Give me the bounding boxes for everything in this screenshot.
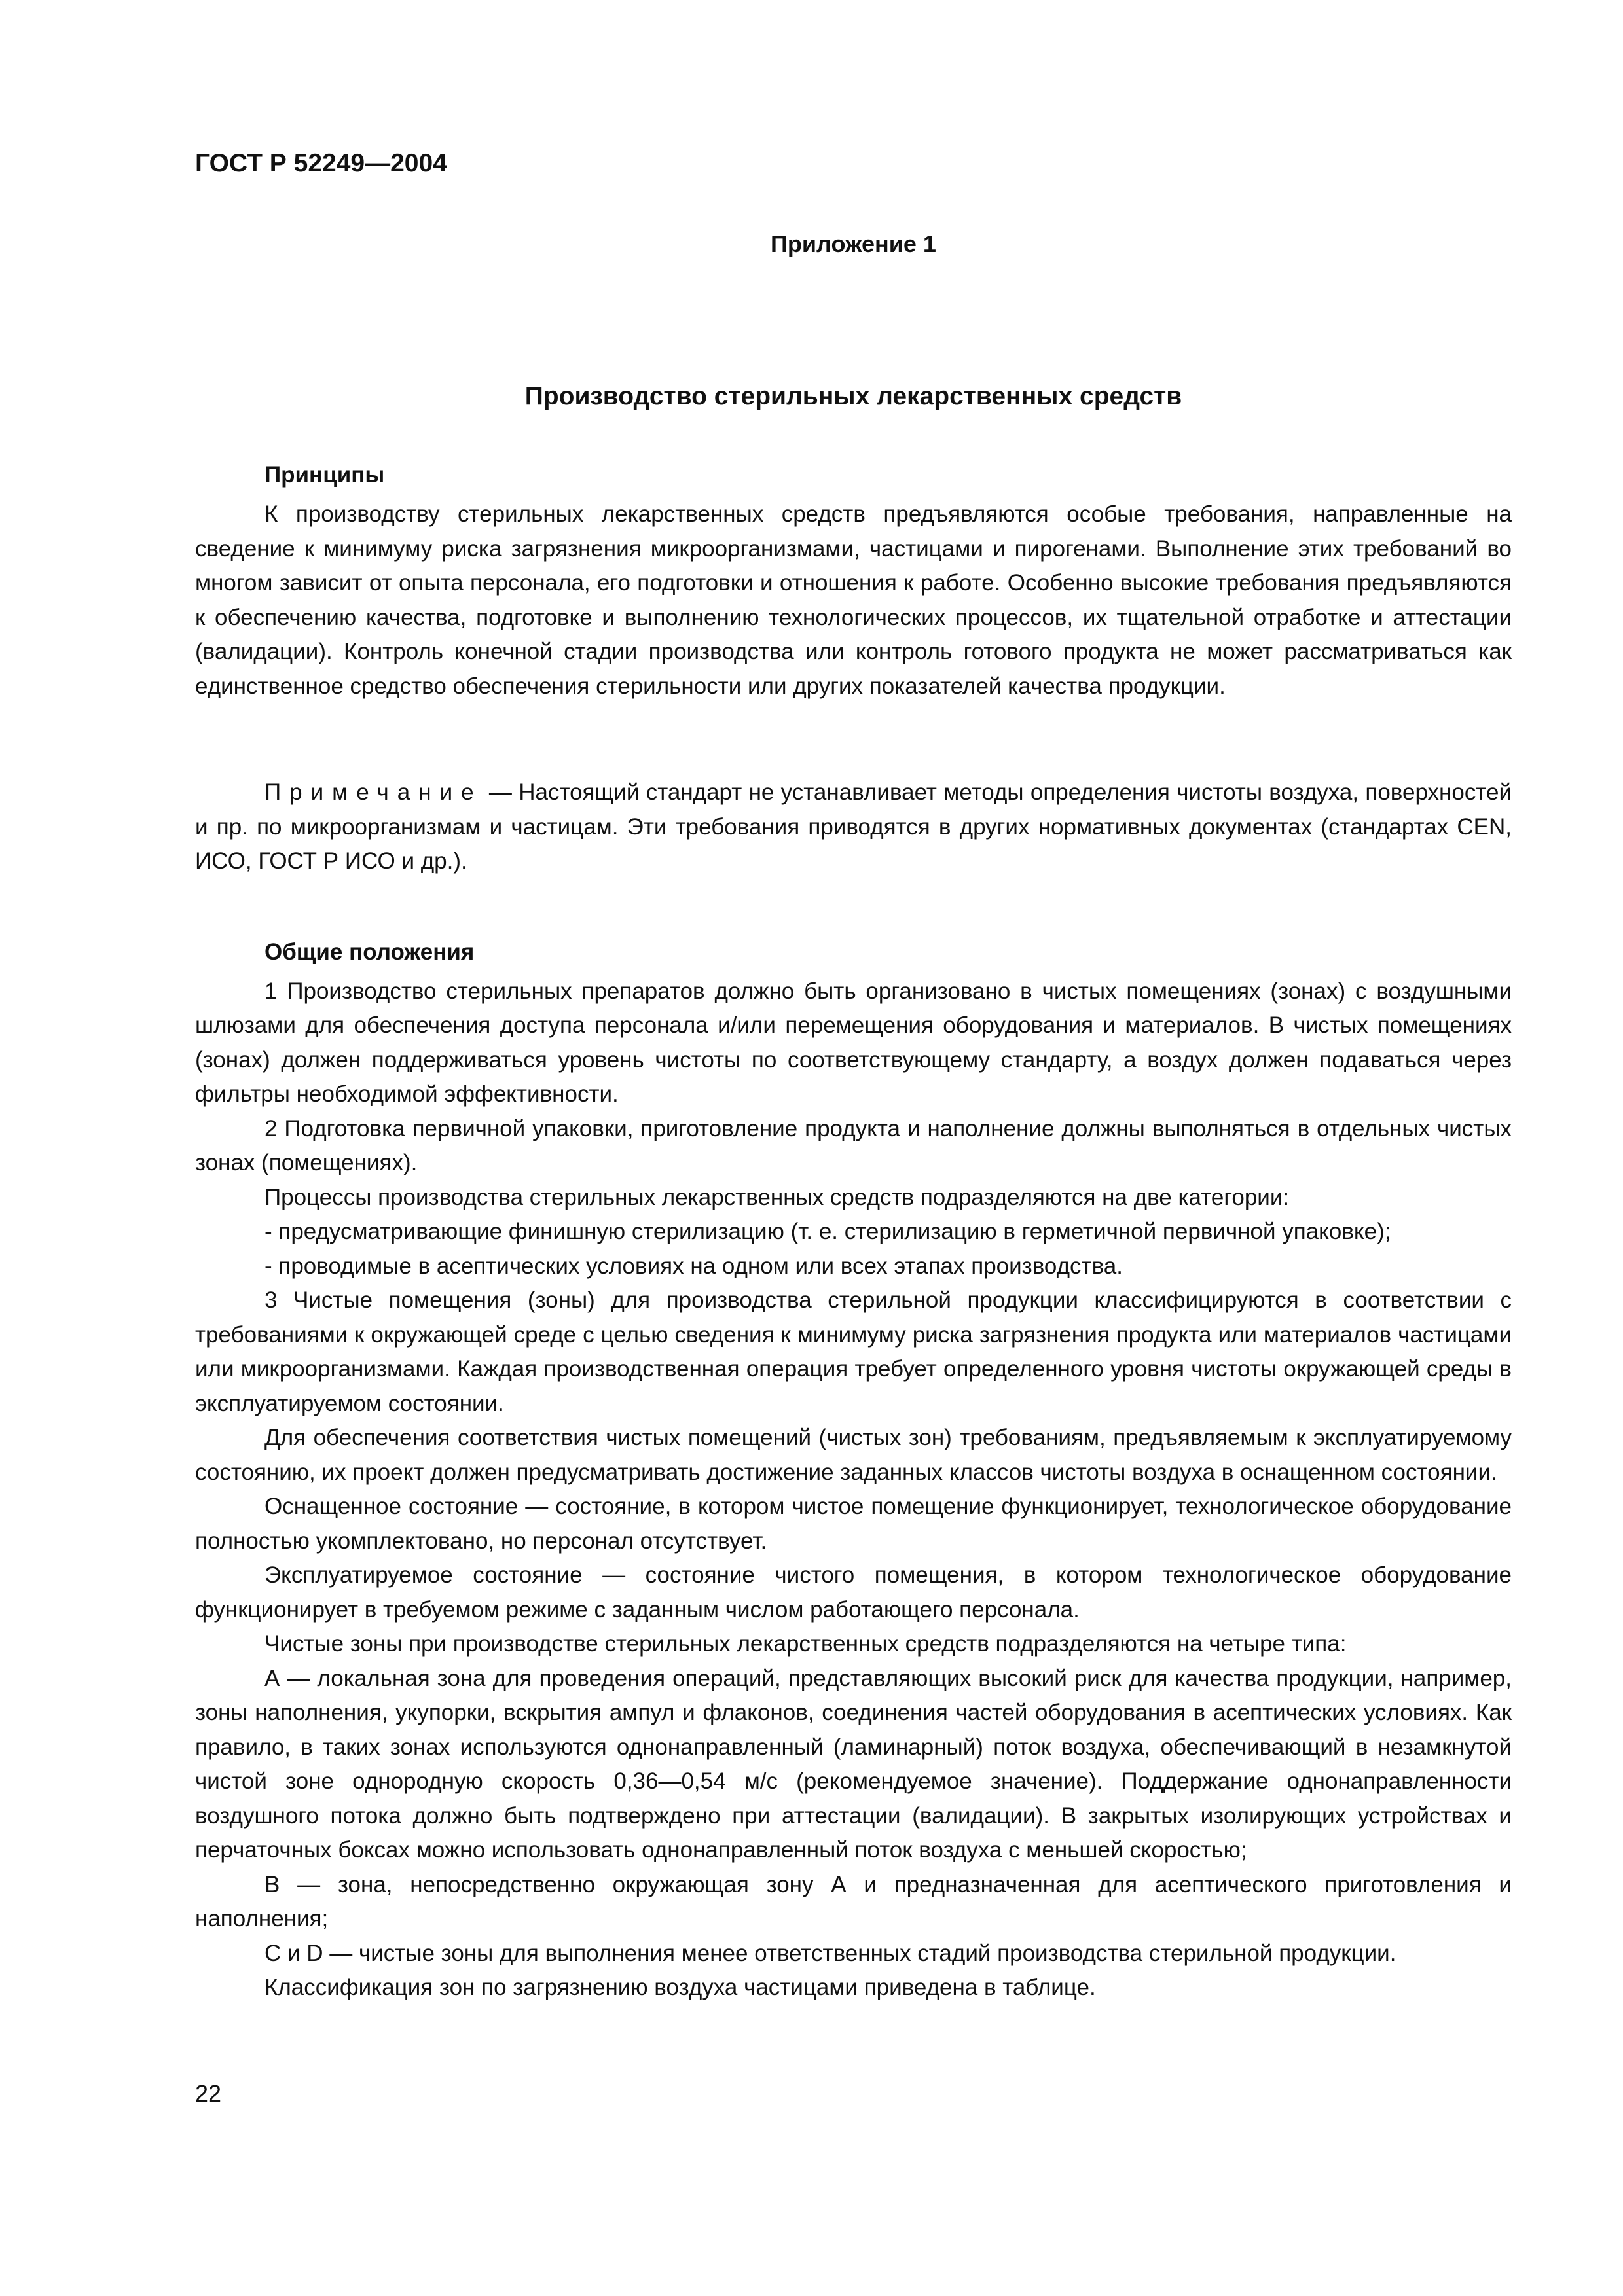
list-item-final-sterilization: - предусматривающие финишную стерилизацию (т. е. стерилизацию в герметичной первичной упаковке); [264, 1219, 1391, 1244]
general-paragraph-categories: Процессы производства стерильных лекарственных средств подразделяются на две категории: [264, 1184, 1290, 1210]
zone-a-description: А — локальная зона для проведения операций, представляющих высокий риск для качества продукции, например, зоны наполнения, укупорки, вскрытия ампул и флаконов, соединения частей оборудования в асептических условиях. Как правило, в таких зонах используются однонаправленный (ламинарный) поток воздуха, обеспечивающий в незамкнутой чистой зоне однородную скорость 0,36—0,54 м/с (рекомендуемое значение). Поддержание однонаправленности воздушного потока должно быть подтверждено при аттестации (валидации). В закрытых изолирующих устройствах и перчаточных боксах можно использовать однонаправленный поток воздуха с меньшей скоростью; [195, 1665, 1512, 1863]
general-paragraph-compliance: Для обеспечения соответствия чистых помещений (чистых зон) требованиям, предъявляемым к эксплуатируемому состоянию, их проект должен предусматривать достижение заданных классов чистоты воздуха в оснащенном состоянии. [195, 1425, 1512, 1485]
general-paragraph-zone-types: Чистые зоны при производстве стерильных лекарственных средств подразделяются на четыре типа: [264, 1631, 1347, 1657]
page-title: Производство стерильных лекарственных средств [524, 382, 1182, 410]
general-paragraph-1: 1 Производство стерильных препаратов должно быть организовано в чистых помещениях (зонах) с воздушными шлюзами для обеспечения доступа персонала и/или перемещения оборудования и материалов. В чистых помещениях (зонах) должен поддерживаться уровень чистоты по соответствующему стандарту, а воздух должен подаваться через фильтры необходимой эффективности. [195, 978, 1512, 1107]
definition-in-operation: Эксплуатируемое состояние — состояние чистого помещения, в котором технологическое оборудование функционирует в требуемом режиме с заданным числом работающего персонала. [195, 1562, 1512, 1623]
zone-c-d-description: С и D — чистые зоны для выполнения менее ответственных стадий производства стерильной продукции. [264, 1940, 1396, 1966]
note-paragraph [195, 776, 1512, 879]
definition-at-rest: Оснащенное состояние — состояние, в котором чистое помещение функционирует, технологическое оборудование полностью укомплектовано, но персонал отсутствует. [195, 1494, 1512, 1554]
classification-reference: Классификация зон по загрязнению воздуха частицами приведена в таблице. [264, 1975, 1096, 2000]
zone-b-description: В — зона, непосредственно окружающая зону А и предназначенная для асептического приготовления и наполнения; [195, 1871, 1512, 1931]
page-number: 22 [195, 2080, 222, 2107]
general-paragraph-2: 2 Подготовка первичной упаковки, приготовление продукта и наполнение должны выполняться в отдельных чистых зонах (помещениях). [195, 1115, 1512, 1175]
section-heading-principles: Принципы [264, 462, 385, 488]
list-item-aseptic: - проводимые в асептических условиях на одном или всех этапах производства. [264, 1253, 1123, 1279]
document-code-header: ГОСТ Р 52249—2004 [195, 149, 447, 177]
section-heading-general: Общие положения [264, 939, 475, 965]
principles-paragraph: К производству стерильных лекарственных средств предъявляются особые требования, направленные на сведение к минимуму риска загрязнения микроорганизмами, частицами и пирогенами. Выполнение этих требований во многом зависит от опыта персонала, его подготовки и отношения к работе. Особенно высокие требования предъявляются к обеспечению качества, подготовке и выполнению технологических процессов, их тщательной отработке и аттестации (валидации). Контроль конечной стадии производства или контроль готового продукта не может рассматриваться как единственное средство обеспечения стерильности или других показателей качества продукции. [195, 501, 1512, 699]
general-paragraph-3: 3 Чистые помещения (зоны) для производства стерильной продукции классифицируются в соответствии с требованиями к окружающей среде с целью сведения к минимуму риска загрязнения продукта или материалов частицами или микроорганизмами. Каждая производственная операция требует определенного уровня чистоты окружающей среды в эксплуатируемом состоянии. [195, 1287, 1512, 1416]
note-label: Примечание [264, 780, 483, 805]
appendix-label: Приложение 1 [771, 230, 936, 257]
note-text: — Настоящий стандарт не устанавливает методы определения чистоты воздуха, поверхностей и пр. по микроорганизмам и частицам. Эти требования приводятся в других нормативных документах (стандартах CEN, ИСО, ГОСТ Р ИСО и др.). [195, 780, 1512, 874]
